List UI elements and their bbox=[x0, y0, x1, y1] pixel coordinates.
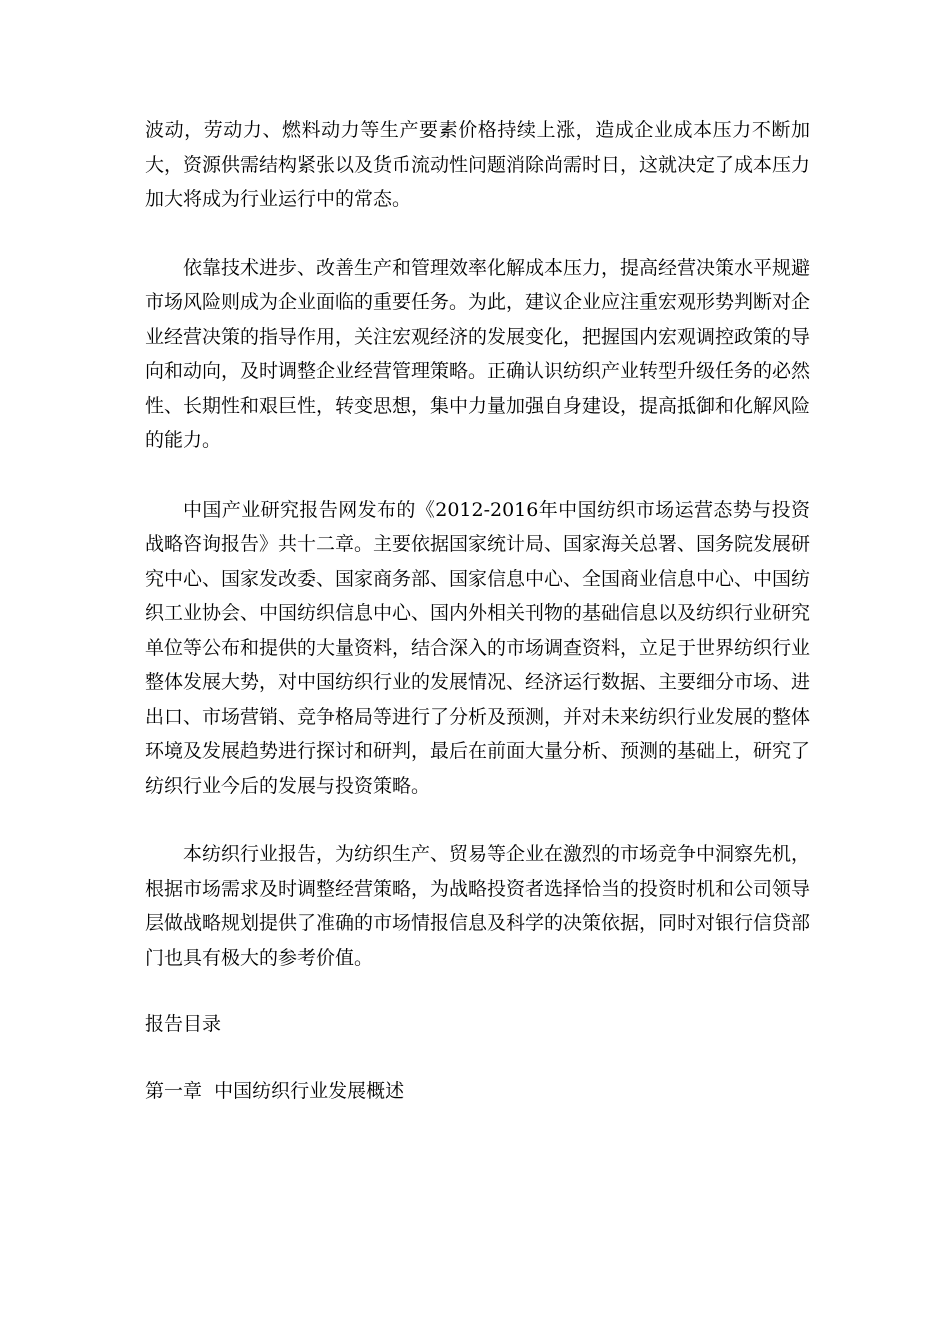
toc-heading: 报告目录 bbox=[145, 1013, 222, 1035]
paragraph-report-value: 本纺织行业报告，为纺织生产、贸易等企业在激烈的市场竞争中洞察先机，根据市场需求及时调整经营策略，为战略投资者选择恰当的投资时机和公司领导层做战略规划提供了准确的市场情报信息及科学的决策依据，同时对银行信贷部门也具有极大的参考价值。 bbox=[145, 843, 811, 969]
paragraph-cost-pressure: 波动，劳动力、燃料动力等生产要素价格持续上涨，造成企业成本压力不断加大，资源供需结构紧张以及货币流动性问题消除尚需时日，这就决定了成本压力加大将成为行业运行中的常态。 bbox=[145, 119, 811, 210]
paragraph-technology-progress: 依靠技术进步、改善生产和管理效率化解成本压力，提高经营决策水平规避市场风险则成为企业面临的重要任务。为此，建议企业应注重宏观形势判断对企业经营决策的指导作用，关注宏观经济的发展变化，把握国内宏观调控政策的导向和动向，及时调整企业经营管理策略。正确认识纺织产业转型升级任务的必然性、长期性和艰巨性，转变思想，集中力量加强自身建设，提高抵御和化解风险的能力。 bbox=[145, 256, 811, 451]
document-body bbox=[145, 113, 810, 1108]
paragraph-report-introduction: 中国产业研究报告网发布的《2012-2016年中国纺织市场运营态势与投资战略咨询报告》共十二章。主要依据国家统计局、国家海关总署、国务院发展研究中心、国家发改委、国家商务部、国家信息中心、全国商业信息中心、中国纺织工业协会、中国纺织信息中心、国内外相关刊物的基础信息以及纺织行业研究单位等公布和提供的大量资料，结合深入的市场调查资料，立足于世界纺织行业整体发展大势，对中国纺织行业的发展情况、经济运行数据、主要细分市场、进出口、市场营销、竞争格局等进行了分析及预测，并对未来纺织行业发展的整体环境及发展趋势进行探讨和研判，最后在前面大量分析、预测的基础上，研究了纺织行业今后的发展与投资策略。 bbox=[145, 498, 811, 797]
chapter-title: 第一章 中国纺织行业发展概述 bbox=[145, 1079, 405, 1102]
